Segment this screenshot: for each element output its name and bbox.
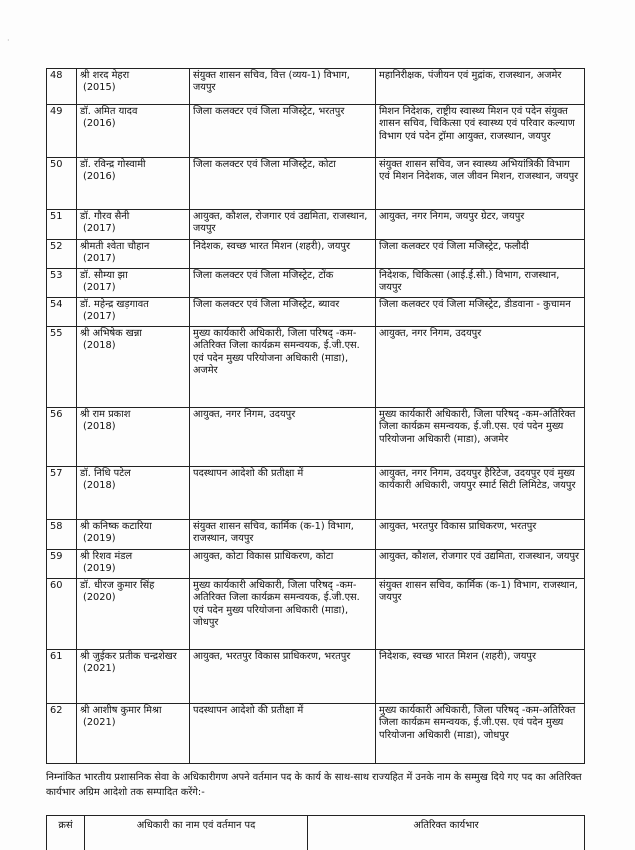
new-post-cell bbox=[376, 69, 585, 105]
serial-number-cell bbox=[47, 579, 77, 650]
officer-name-cell bbox=[77, 269, 190, 298]
current-post-cell bbox=[190, 704, 376, 764]
current-post-cell bbox=[190, 650, 376, 704]
serial-number-cell bbox=[47, 550, 77, 579]
header-officer-name-current-post: अधिकारी का नाम एवं वर्तमान पद bbox=[85, 816, 308, 850]
officer-name: डॉ. गौरव सैनी bbox=[80, 211, 130, 222]
serial-number: 50 bbox=[50, 159, 63, 170]
officer-name-cell bbox=[77, 579, 190, 650]
officer-name: श्रीमती श्वेता चौहान bbox=[80, 241, 150, 252]
batch-year: (2016) bbox=[83, 118, 116, 130]
current-post: आयुक्त, नगर निगम, उदयपुर bbox=[193, 409, 296, 420]
officer-name-cell bbox=[77, 240, 190, 269]
officer-transfer-table bbox=[46, 68, 585, 764]
current-post: जिला कलक्टर एवं जिला मजिस्ट्रेट, टोंक bbox=[193, 270, 334, 281]
officer-name-cell bbox=[77, 210, 190, 240]
current-post-cell bbox=[190, 69, 376, 105]
serial-number: 53 bbox=[50, 270, 63, 281]
serial-number: 57 bbox=[50, 468, 63, 479]
officer-name: डॉ. महेन्द्र खड़गावत bbox=[80, 299, 149, 310]
next-table-header bbox=[46, 815, 585, 850]
batch-year: (2019) bbox=[83, 533, 116, 545]
serial-number: 51 bbox=[50, 211, 63, 222]
officer-name-cell bbox=[77, 520, 190, 550]
officer-name: डॉ. रविन्द्र गोस्वामी bbox=[80, 159, 146, 170]
new-post-cell bbox=[376, 240, 585, 269]
batch-year: (2018) bbox=[83, 340, 116, 352]
officer-name: डॉ. निधि पटेल bbox=[80, 468, 131, 479]
officer-name: डॉ. अमित यादव bbox=[80, 106, 138, 117]
current-post: जिला कलक्टर एवं जिला मजिस्ट्रेट, ब्यावर bbox=[193, 299, 340, 310]
serial-number-cell bbox=[47, 210, 77, 240]
serial-number-cell bbox=[47, 105, 77, 158]
batch-year: (2015) bbox=[83, 82, 116, 94]
current-post-cell bbox=[190, 269, 376, 298]
table-row bbox=[47, 550, 585, 579]
officer-name: श्री राम प्रकाश bbox=[80, 409, 131, 420]
serial-number: 58 bbox=[50, 521, 63, 532]
table-row bbox=[47, 467, 585, 520]
current-post: जिला कलक्टर एवं जिला मजिस्ट्रेट, कोटा bbox=[193, 159, 336, 170]
table-row bbox=[47, 158, 585, 210]
serial-number: 56 bbox=[50, 409, 63, 420]
new-post-cell bbox=[376, 550, 585, 579]
current-post-cell bbox=[190, 158, 376, 210]
current-post: आयुक्त, कौशल, रोजगार एवं उद्यमिता, राजस्थान, जयपुर bbox=[193, 211, 368, 235]
serial-number: 52 bbox=[50, 241, 63, 252]
batch-year: (2017) bbox=[83, 253, 116, 265]
serial-number: 61 bbox=[50, 651, 63, 662]
officer-name: श्री जुईकर प्रतीक चन्द्रशेखर bbox=[80, 651, 177, 662]
margin-mark: · bbox=[7, 36, 10, 45]
new-post: मिशन निदेशक, राष्ट्रीय स्वास्थ्य मिशन एवं पदेन संयुक्त शासन सचिव, चिकित्सा एवं स्वास्थ्य एवं परिवार कल्याण विभाग एवं पदेन ट्रॉमा आयुक्त, राजस्थान, जयपुर bbox=[379, 106, 575, 142]
serial-number-cell bbox=[47, 69, 77, 105]
current-post-cell bbox=[190, 579, 376, 650]
serial-number: 54 bbox=[50, 299, 63, 310]
serial-number: 48 bbox=[50, 70, 63, 81]
new-post: मुख्य कार्यकारी अधिकारी, जिला परिषद् -कम-अतिरिक्त जिला कार्यक्रम समन्वयक, ई.जी.एस. एवं पदेन मुख्य परियोजना अधिकारी (माडा), अजमेर bbox=[379, 409, 576, 445]
new-post-cell bbox=[376, 650, 585, 704]
officer-name: श्री शरद मेहरा bbox=[80, 70, 130, 81]
batch-year: (2018) bbox=[83, 480, 116, 492]
table-row bbox=[47, 240, 585, 269]
new-post-cell bbox=[376, 269, 585, 298]
officer-name: डॉ. धीरज कुमार सिंह bbox=[80, 580, 155, 591]
new-post-cell bbox=[376, 704, 585, 764]
officer-name: श्री अभिषेक खन्ना bbox=[80, 328, 142, 339]
officer-name-cell bbox=[77, 327, 190, 408]
current-post: पदस्थापन आदेशो की प्रतीक्षा में bbox=[193, 468, 304, 479]
current-post-cell bbox=[190, 467, 376, 520]
table-row bbox=[47, 298, 585, 327]
current-post-cell bbox=[190, 327, 376, 408]
header-additional-charge: अतिरिक्त कार्यभार bbox=[308, 816, 585, 850]
officer-name-cell bbox=[77, 467, 190, 520]
officer-name-cell bbox=[77, 408, 190, 467]
batch-year: (2018) bbox=[83, 421, 116, 433]
batch-year: (2021) bbox=[83, 717, 116, 729]
table-row bbox=[47, 579, 585, 650]
new-post: मुख्य कार्यकारी अधिकारी, जिला परिषद् -कम-अतिरिक्त जिला कार्यक्रम समन्वयक, ई.जी.एस. एवं पदेन मुख्य परियोजना अधिकारी (माडा), जोधपुर bbox=[379, 705, 576, 741]
table-row bbox=[47, 520, 585, 550]
serial-number-cell bbox=[47, 269, 77, 298]
batch-year: (2017) bbox=[83, 282, 116, 294]
serial-number: 55 bbox=[50, 328, 63, 339]
current-post: संयुक्त शासन सचिव, कार्मिक (क-1) विभाग, राजस्थान, जयपुर bbox=[193, 521, 354, 545]
serial-number-cell bbox=[47, 650, 77, 704]
new-post-cell bbox=[376, 298, 585, 327]
officer-name-cell bbox=[77, 69, 190, 105]
officer-name-cell bbox=[77, 298, 190, 327]
current-post: आयुक्त, भरतपुर विकास प्राधिकरण, भरतपुर bbox=[193, 651, 351, 662]
new-post: आयुक्त, भरतपुर विकास प्राधिकरण, भरतपुर bbox=[379, 521, 537, 532]
current-post: निदेशक, स्वच्छ भारत मिशन (शहरी), जयपुर bbox=[193, 241, 350, 252]
new-post-cell bbox=[376, 105, 585, 158]
current-post-cell bbox=[190, 105, 376, 158]
batch-year: (2019) bbox=[83, 563, 116, 575]
new-post: महानिरीक्षक, पंजीयन एवं मुद्रांक, राजस्थान, अजमेर bbox=[379, 70, 562, 81]
current-post-cell bbox=[190, 520, 376, 550]
officer-name-cell bbox=[77, 105, 190, 158]
current-post-cell bbox=[190, 240, 376, 269]
additional-charge-paragraph: निम्नांकित भारतीय प्रशासनिक सेवा के अधिकारीगण अपने वर्तमान पद के कार्य के साथ-साथ राज्यहित में उनके नाम के सम्मुख दिये गए पद का अतिरिक्त कार्यभार अग्रिम आदेशो तक सम्पादित करेंगे:- bbox=[46, 772, 582, 798]
new-post-cell bbox=[376, 467, 585, 520]
current-post-cell bbox=[190, 408, 376, 467]
batch-year: (2020) bbox=[83, 592, 116, 604]
table-row bbox=[47, 105, 585, 158]
new-post-cell bbox=[376, 210, 585, 240]
current-post: मुख्य कार्यकारी अधिकारी, जिला परिषद् -कम-अतिरिक्त जिला कार्यक्रम समन्वयक, ई.जी.एस. एवं पदेन मुख्य परियोजना अधिकारी (माडा), जोधपुर bbox=[193, 580, 360, 629]
officer-name: श्री रिशव मंडल bbox=[80, 551, 133, 562]
table-row bbox=[47, 650, 585, 704]
current-post: पदस्थापन आदेशो की प्रतीक्षा में bbox=[193, 705, 304, 716]
serial-number-cell bbox=[47, 467, 77, 520]
new-post-cell bbox=[376, 520, 585, 550]
current-post-cell bbox=[190, 298, 376, 327]
new-post: जिला कलक्टर एवं जिला मजिस्ट्रेट, डीडवाना - कुचामन bbox=[379, 299, 571, 310]
header-serial: क्रसं bbox=[47, 816, 85, 850]
current-post: मुख्य कार्यकारी अधिकारी, जिला परिषद् -कम-अतिरिक्त जिला कार्यक्रम समन्वयक, ई.जी.एस. एवं पदेन मुख्य परियोजना अधिकारी (माडा), अजमेर bbox=[193, 328, 360, 377]
table-row bbox=[47, 327, 585, 408]
serial-number-cell bbox=[47, 704, 77, 764]
serial-number: 62 bbox=[50, 705, 63, 716]
new-post: संयुक्त शासन सचिव, जन स्वास्थ्य अभियांत्रिकी विभाग एवं मिशन निदेशक, जल जीवन मिशन, राजस्थान, जयपुर bbox=[379, 159, 579, 183]
current-post: संयुक्त शासन सचिव, वित्त (व्यय-1) विभाग, जयपुर bbox=[193, 70, 350, 94]
current-post-cell bbox=[190, 210, 376, 240]
new-post: आयुक्त, नगर निगम, उदयपुर bbox=[379, 328, 482, 339]
new-post: संयुक्त शासन सचिव, कार्मिक (क-1) विभाग, राजस्थान, जयपुर bbox=[379, 580, 578, 604]
officer-name-cell bbox=[77, 650, 190, 704]
new-post-cell bbox=[376, 408, 585, 467]
new-post-cell bbox=[376, 579, 585, 650]
table-row bbox=[47, 210, 585, 240]
serial-number: 60 bbox=[50, 580, 63, 591]
serial-number-cell bbox=[47, 520, 77, 550]
table-row bbox=[47, 269, 585, 298]
current-post-cell bbox=[190, 550, 376, 579]
new-post: आयुक्त, कौशल, रोजगार एवं उद्यमिता, राजस्थान, जयपुर bbox=[379, 551, 580, 562]
serial-number-cell bbox=[47, 240, 77, 269]
officer-name-cell bbox=[77, 704, 190, 764]
table-row bbox=[47, 69, 585, 105]
serial-number: 59 bbox=[50, 551, 63, 562]
new-post-cell bbox=[376, 158, 585, 210]
batch-year: (2017) bbox=[83, 311, 116, 323]
serial-number-cell bbox=[47, 298, 77, 327]
officer-name-cell bbox=[77, 158, 190, 210]
officer-name: श्री आशीष कुमार मिश्रा bbox=[80, 705, 162, 716]
serial-number: 49 bbox=[50, 106, 63, 117]
new-post: निदेशक, चिकित्सा (आई.ई.सी.) विभाग, राजस्थान, जयपुर bbox=[379, 270, 560, 294]
batch-year: (2021) bbox=[83, 663, 116, 675]
table-row bbox=[47, 704, 585, 764]
new-post: जिला कलक्टर एवं जिला मजिस्ट्रेट, फलौदी bbox=[379, 241, 529, 252]
serial-number-cell bbox=[47, 408, 77, 467]
serial-number-cell bbox=[47, 327, 77, 408]
batch-year: (2016) bbox=[83, 171, 116, 183]
serial-number-cell bbox=[47, 158, 77, 210]
current-post: जिला कलक्टर एवं जिला मजिस्ट्रेट, भरतपुर bbox=[193, 106, 345, 117]
new-post: आयुक्त, नगर निगम, जयपुर ग्रेटर, जयपुर bbox=[379, 211, 525, 222]
new-post: आयुक्त, नगर निगम, उदयपुर हैरिटेज, उदयपुर एवं मुख्य कार्यकारी अधिकारी, जयपुर स्मार्ट सिटी लिमिटेड, जयपुर bbox=[379, 468, 576, 492]
officer-name-cell bbox=[77, 550, 190, 579]
current-post: आयुक्त, कोटा विकास प्राधिकरण, कोटा bbox=[193, 551, 334, 562]
officer-name: श्री कनिष्क कटारिया bbox=[80, 521, 152, 532]
new-post: निदेशक, स्वच्छ भारत मिशन (शहरी), जयपुर bbox=[379, 651, 536, 662]
table-row bbox=[47, 408, 585, 467]
officer-name: डॉ. सौम्या झा bbox=[80, 270, 128, 281]
new-post-cell bbox=[376, 327, 585, 408]
batch-year: (2017) bbox=[83, 223, 116, 235]
